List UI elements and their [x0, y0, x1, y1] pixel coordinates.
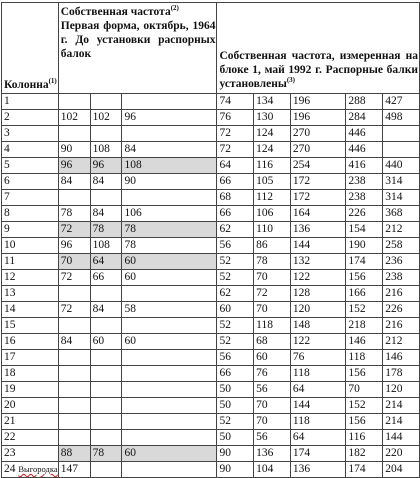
freq-1992-cell: 50: [217, 382, 254, 398]
row-label: 12: [4, 270, 16, 283]
freq-1964-cell: 60: [122, 446, 217, 462]
freq-1992-cell: 68: [217, 190, 254, 206]
freq-1964-cell: 106: [122, 206, 217, 222]
freq-1992-cell: 218: [346, 318, 383, 334]
freq-1992-cell: 314: [383, 174, 420, 190]
freq-1992-cell: 120: [383, 382, 420, 398]
freq-1992-cell: 70: [254, 414, 291, 430]
freq-1992-cell: 52: [217, 254, 254, 270]
freq-1964-cell: [58, 286, 90, 302]
freq-1964-cell: 84: [58, 334, 90, 350]
freq-1964-cell: 90: [58, 142, 90, 158]
table-row: [2, 398, 420, 414]
freq-1964-cell: [90, 318, 122, 334]
freq-1992-cell: 178: [383, 366, 420, 382]
row-label: 3: [4, 126, 10, 139]
freq-1964-cell: 84: [90, 174, 122, 190]
freq-1964-cell: [122, 398, 217, 414]
freq-1964-cell: 108: [90, 142, 122, 158]
row-label: 6: [4, 174, 10, 187]
freq-1964-cell: 72: [58, 270, 90, 286]
freq-1964-cell: [122, 462, 217, 478]
freq-1992-cell: 52: [217, 334, 254, 350]
row-label-cell: [2, 174, 59, 190]
freq-1964-cell: [90, 286, 122, 302]
table-row: [2, 462, 420, 478]
freq-1992-cell: 52: [217, 414, 254, 430]
freq-1992-cell: 368: [383, 206, 420, 222]
freq-1992-cell: 70: [254, 398, 291, 414]
table-row: [2, 94, 420, 110]
freq-1964-cell: 60: [122, 270, 217, 286]
freq-1964-cell: 102: [58, 110, 90, 126]
freq-1964-cell: [58, 94, 90, 110]
freq-1992-cell: 214: [383, 414, 420, 430]
freq-1992-cell: 86: [254, 238, 291, 254]
freq-1964-cell: 66: [90, 270, 122, 286]
freq-1992-cell: 156: [346, 414, 383, 430]
freq-1992-cell: 64: [290, 382, 346, 398]
freq-1964-cell: 72: [58, 302, 90, 318]
row-label-cell: [2, 158, 59, 174]
row-label: 17: [4, 350, 16, 363]
freq-1992-cell: 60: [217, 302, 254, 318]
freq-1992-cell: 174: [290, 446, 346, 462]
freq-1964-cell: 88: [58, 446, 90, 462]
row-label: 21: [4, 414, 16, 427]
freq-1992-cell: 105: [254, 174, 291, 190]
row-label: 2: [4, 110, 10, 123]
row-label-cell: [2, 334, 59, 350]
row-label: 4: [4, 142, 10, 155]
row-label-cell: [2, 270, 59, 286]
freq-1992-cell: 128: [290, 286, 346, 302]
row-label: 19: [4, 382, 16, 395]
table-row: [2, 334, 420, 350]
freq-1992-cell: 154: [346, 222, 383, 238]
row-label: 5: [4, 158, 10, 171]
freq-1964-cell: [122, 382, 217, 398]
freq-1992-cell: 50: [217, 398, 254, 414]
table-row: [2, 206, 420, 222]
freq-1992-cell: 62: [217, 286, 254, 302]
freq-1964-cell: 72: [58, 222, 90, 238]
freq-1992-cell: 144: [290, 398, 346, 414]
freq-1992-cell: [383, 142, 420, 158]
table-row: [2, 366, 420, 382]
freq-1992-cell: 124: [254, 142, 291, 158]
table-row: [2, 318, 420, 334]
freq-1992-cell: 76: [254, 366, 291, 382]
freq-1992-cell: 174: [346, 462, 383, 478]
freq-1992-cell: 56: [217, 238, 254, 254]
freq-1992-cell: 90: [217, 446, 254, 462]
freq-1992-cell: 90: [217, 462, 254, 478]
freq-1992-cell: 152: [346, 398, 383, 414]
freq-1992-cell: 146: [383, 350, 420, 366]
freq-1992-cell: 56: [254, 382, 291, 398]
freq-1992-cell: 52: [217, 318, 254, 334]
freq-1992-cell: [383, 126, 420, 142]
freq-1964-cell: 64: [90, 254, 122, 270]
freq-1964-cell: 90: [122, 174, 217, 190]
freq-1992-cell: 446: [346, 126, 383, 142]
row-label: 8: [4, 206, 10, 219]
freq-1992-cell: 172: [290, 174, 346, 190]
freq-1992-cell: 498: [383, 110, 420, 126]
frequency-table: [1, 2, 420, 478]
row-label-cell: [2, 302, 59, 318]
row-label-cell: [2, 382, 59, 398]
freq-1992-cell: 440: [383, 158, 420, 174]
freq-1992-cell: 118: [254, 318, 291, 334]
group1-ref: (2): [170, 4, 179, 12]
freq-1992-cell: 72: [217, 126, 254, 142]
freq-1964-cell: 102: [90, 110, 122, 126]
freq-1992-cell: 104: [254, 462, 291, 478]
freq-1992-cell: 270: [290, 142, 346, 158]
freq-1964-cell: [90, 350, 122, 366]
freq-1992-cell: 112: [254, 190, 291, 206]
row-label: 18: [4, 366, 16, 379]
freq-1992-cell: 72: [217, 142, 254, 158]
freq-1992-cell: 270: [290, 126, 346, 142]
freq-1992-cell: 52: [217, 270, 254, 286]
freq-1992-cell: 110: [254, 222, 291, 238]
freq-1992-cell: 124: [254, 126, 291, 142]
freq-1964-cell: [58, 190, 90, 206]
table-row: [2, 126, 420, 142]
freq-1964-cell: 84: [122, 142, 217, 158]
freq-1964-cell: [58, 382, 90, 398]
freq-1992-cell: 164: [290, 206, 346, 222]
freq-1992-cell: 132: [290, 254, 346, 270]
table-row: [2, 222, 420, 238]
freq-1964-cell: 78: [90, 222, 122, 238]
row-label-cell: [2, 318, 59, 334]
group2-header-cell: [217, 3, 420, 94]
freq-1992-cell: 134: [254, 94, 291, 110]
row-label: 11: [4, 254, 16, 267]
freq-1992-cell: 66: [217, 206, 254, 222]
freq-1992-cell: 156: [346, 270, 383, 286]
freq-1992-cell: 72: [254, 286, 291, 302]
table-row: [2, 270, 420, 286]
freq-1992-cell: 64: [290, 430, 346, 446]
row-label-cell: [2, 94, 59, 110]
freq-1992-cell: 148: [290, 318, 346, 334]
freq-1992-cell: 118: [346, 350, 383, 366]
table-row: [2, 174, 420, 190]
freq-1992-cell: 60: [254, 350, 291, 366]
freq-1992-cell: 314: [383, 190, 420, 206]
freq-1992-cell: 216: [383, 318, 420, 334]
freq-1992-cell: 66: [217, 174, 254, 190]
freq-1964-cell: [90, 190, 122, 206]
freq-1992-cell: 212: [383, 334, 420, 350]
freq-1992-cell: 236: [383, 254, 420, 270]
freq-1992-cell: 70: [346, 382, 383, 398]
row-label-cell: [2, 190, 59, 206]
freq-1964-cell: [122, 126, 217, 142]
freq-1992-cell: 216: [383, 286, 420, 302]
table-row: [2, 302, 420, 318]
freq-1964-cell: 96: [58, 238, 90, 254]
freq-1964-cell: [58, 398, 90, 414]
freq-1992-cell: 166: [346, 286, 383, 302]
freq-1992-cell: 62: [217, 222, 254, 238]
freq-1992-cell: 152: [346, 302, 383, 318]
group1-title: Собственная частота: [60, 6, 171, 18]
column-header-cell: [2, 3, 59, 94]
row-label-cell: [2, 398, 59, 414]
row-label-cell: [2, 414, 59, 430]
freq-1992-cell: 76: [290, 350, 346, 366]
freq-1992-cell: 238: [346, 174, 383, 190]
freq-1964-cell: [90, 398, 122, 414]
freq-1992-cell: 172: [290, 190, 346, 206]
table-row: [2, 190, 420, 206]
freq-1992-cell: 122: [290, 270, 346, 286]
freq-1992-cell: 226: [346, 206, 383, 222]
freq-1992-cell: 130: [254, 110, 291, 126]
freq-1964-cell: [90, 430, 122, 446]
row-label-cell: [2, 206, 59, 222]
freq-1992-cell: 258: [383, 238, 420, 254]
freq-1964-cell: [90, 366, 122, 382]
row-label-cell: [2, 254, 59, 270]
row-label-cell: [2, 222, 59, 238]
table-row: [2, 350, 420, 366]
freq-1964-cell: 60: [122, 334, 217, 350]
table-row: [2, 382, 420, 398]
table-row: [2, 142, 420, 158]
row-label: 1: [4, 94, 10, 107]
freq-1964-cell: 60: [90, 334, 122, 350]
row-label-cell: [2, 142, 59, 158]
freq-1992-cell: 288: [346, 94, 383, 110]
freq-1992-cell: 214: [383, 398, 420, 414]
row-label: 7: [4, 190, 10, 203]
freq-1992-cell: 116: [346, 430, 383, 446]
freq-1992-cell: 136: [290, 222, 346, 238]
freq-1992-cell: 427: [383, 94, 420, 110]
freq-1964-cell: [58, 414, 90, 430]
freq-1964-cell: [122, 318, 217, 334]
freq-1964-cell: [122, 350, 217, 366]
freq-1964-cell: [122, 430, 217, 446]
row-label: 24: [4, 462, 16, 475]
freq-1964-cell: [122, 94, 217, 110]
group1-header-cell: [58, 3, 217, 94]
freq-1992-cell: 446: [346, 142, 383, 158]
freq-1964-cell: 78: [122, 238, 217, 254]
freq-1964-cell: [58, 366, 90, 382]
freq-1964-cell: 84: [90, 206, 122, 222]
row-label: 9: [4, 222, 10, 235]
freq-1964-cell: [122, 190, 217, 206]
row-label: 23: [4, 446, 16, 459]
freq-1992-cell: 196: [290, 94, 346, 110]
freq-1964-cell: 84: [58, 174, 90, 190]
row-label-cell: [2, 462, 59, 478]
freq-1964-cell: 58: [122, 302, 217, 318]
freq-1964-cell: [122, 414, 217, 430]
freq-1964-cell: 96: [122, 110, 217, 126]
freq-1992-cell: 156: [346, 366, 383, 382]
freq-1992-cell: 122: [290, 334, 346, 350]
table-row: [2, 158, 420, 174]
row-label-cell: [2, 366, 59, 382]
freq-1992-cell: 50: [217, 430, 254, 446]
freq-1964-cell: [90, 94, 122, 110]
freq-1992-cell: 284: [346, 110, 383, 126]
freq-1992-cell: 204: [383, 462, 420, 478]
freq-1964-cell: 78: [58, 206, 90, 222]
freq-1964-cell: 108: [122, 158, 217, 174]
freq-1992-cell: 190: [346, 238, 383, 254]
row-label-cell: [2, 110, 59, 126]
freq-1992-cell: 120: [290, 302, 346, 318]
row-label: 22: [4, 430, 16, 443]
freq-1992-cell: 76: [217, 110, 254, 126]
freq-1964-cell: 84: [90, 302, 122, 318]
row-label: 15: [4, 318, 16, 331]
column-header-label: Колонна: [4, 78, 49, 91]
freq-1992-cell: 74: [217, 94, 254, 110]
freq-1964-cell: [122, 366, 217, 382]
freq-1964-cell: 96: [58, 158, 90, 174]
table-row: [2, 414, 420, 430]
row-label-cell: [2, 430, 59, 446]
row-label-cell: [2, 350, 59, 366]
freq-1964-cell: 78: [90, 446, 122, 462]
freq-1992-cell: 182: [346, 446, 383, 462]
row-label: 16: [4, 334, 16, 347]
freq-1964-cell: 70: [58, 254, 90, 270]
freq-1992-cell: 66: [217, 366, 254, 382]
table-row: [2, 430, 420, 446]
row-label-cell: [2, 286, 59, 302]
freq-1992-cell: 144: [383, 430, 420, 446]
freq-1992-cell: 118: [290, 414, 346, 430]
freq-1992-cell: 70: [254, 302, 291, 318]
freq-1964-cell: [90, 126, 122, 142]
freq-1964-cell: [90, 382, 122, 398]
table-row: [2, 110, 420, 126]
freq-1992-cell: 238: [346, 190, 383, 206]
freq-1992-cell: 68: [254, 334, 291, 350]
freq-1992-cell: 174: [346, 254, 383, 270]
freq-1964-cell: 108: [90, 238, 122, 254]
freq-1964-cell: 78: [122, 222, 217, 238]
group1-subtitle: Первая форма, октябрь, 1964 г. До установки распорных балок: [60, 20, 216, 61]
header-row: [2, 3, 420, 94]
table-row: [2, 238, 420, 254]
freq-1964-cell: [58, 430, 90, 446]
freq-1964-cell: 60: [122, 254, 217, 270]
group2-title: Собственная частота, измеренная на блоке 1, май 1992 г. Распорные балки установлены: [219, 49, 418, 90]
freq-1992-cell: 118: [290, 366, 346, 382]
freq-1964-cell: [58, 350, 90, 366]
freq-1992-cell: 416: [346, 158, 383, 174]
freq-1964-cell: [90, 462, 122, 478]
freq-1992-cell: 238: [383, 270, 420, 286]
freq-1964-cell: [122, 286, 217, 302]
row-label-cell: [2, 126, 59, 142]
row-label: 13: [4, 286, 16, 299]
freq-1992-cell: 56: [217, 350, 254, 366]
freq-1992-cell: 146: [346, 334, 383, 350]
freq-1992-cell: 116: [254, 158, 291, 174]
freq-1992-cell: 220: [383, 446, 420, 462]
freq-1964-cell: 96: [90, 158, 122, 174]
table-row: [2, 286, 420, 302]
column-header-ref: (1): [48, 76, 57, 85]
freq-1992-cell: 196: [290, 110, 346, 126]
freq-1964-cell: [90, 414, 122, 430]
freq-1964-cell: 147: [58, 462, 90, 478]
freq-1992-cell: 254: [290, 158, 346, 174]
freq-1992-cell: 106: [254, 206, 291, 222]
freq-1992-cell: 56: [254, 430, 291, 446]
freq-1992-cell: 136: [290, 462, 346, 478]
freq-1992-cell: 144: [290, 238, 346, 254]
row-label: 20: [4, 398, 16, 411]
freq-1992-cell: 136: [254, 446, 291, 462]
freq-1992-cell: 70: [254, 270, 291, 286]
freq-1964-cell: [58, 126, 90, 142]
row-label: 10: [4, 238, 16, 251]
row-label-cell: [2, 238, 59, 254]
freq-1992-cell: 226: [383, 302, 420, 318]
group2-ref: (3): [286, 75, 296, 84]
table-row: [2, 254, 420, 270]
row-label: 14: [4, 302, 16, 315]
freq-1992-cell: 212: [383, 222, 420, 238]
freq-1992-cell: 78: [254, 254, 291, 270]
row-label-note: Выгородка: [18, 463, 58, 474]
freq-1992-cell: 64: [217, 158, 254, 174]
freq-1964-cell: [58, 318, 90, 334]
